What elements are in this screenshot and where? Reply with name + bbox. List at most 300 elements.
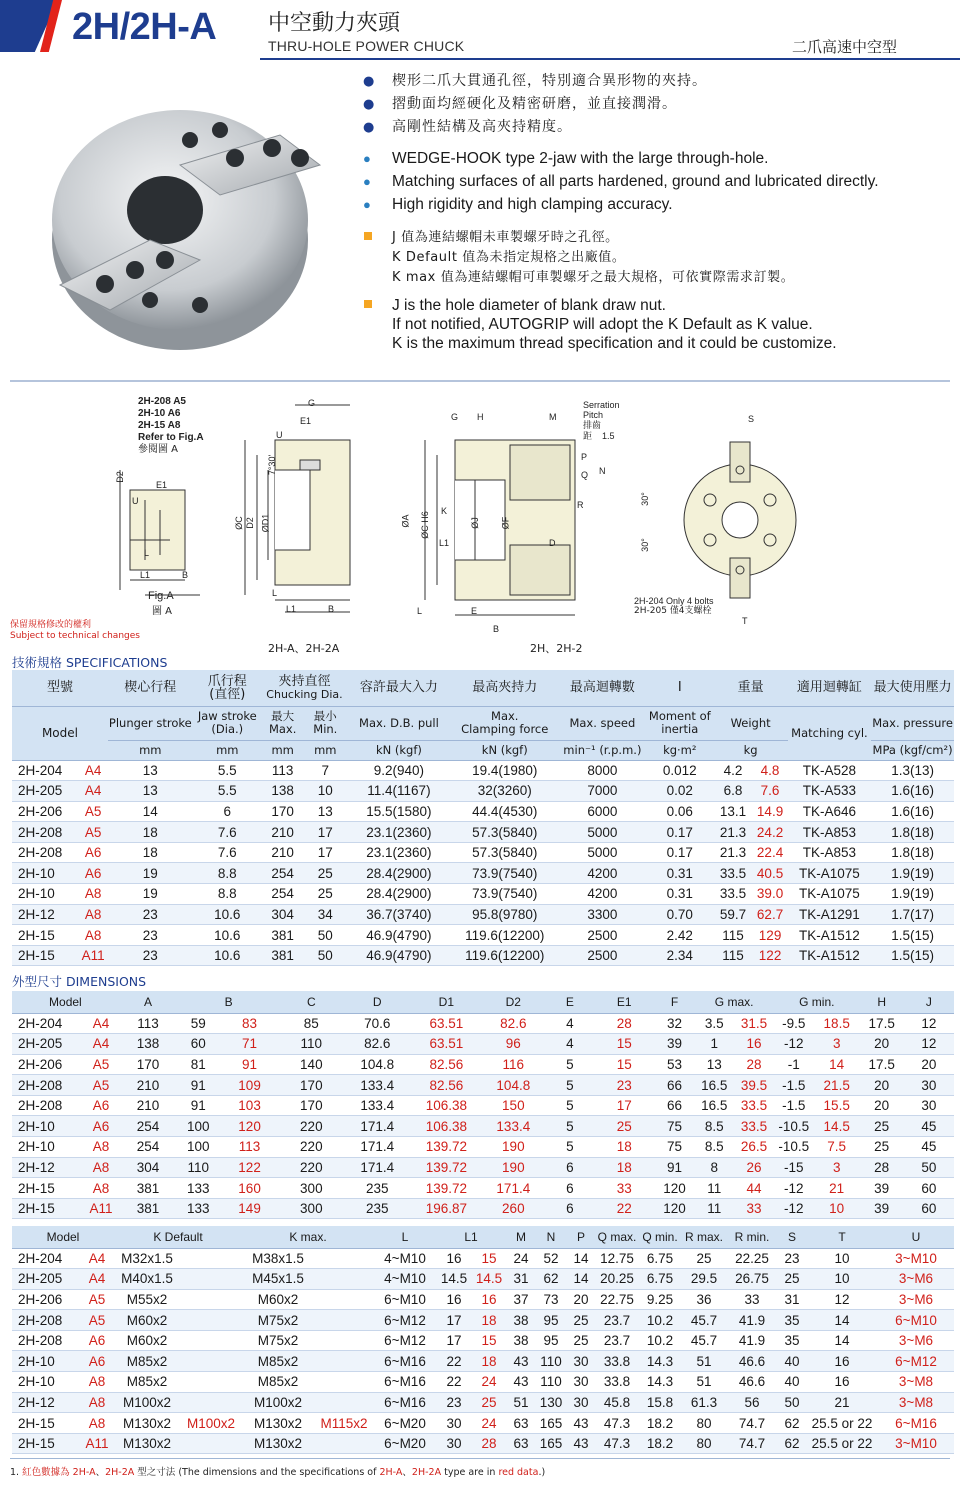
spec-col-inertia: Moment of inertia [646,706,714,740]
spec-col-max: 最大 Max. [262,706,304,740]
table-cell: 61.3 [682,1392,726,1413]
table-cell: 91 [655,1157,695,1178]
table-cell: 12 [904,1034,954,1055]
table-cell: 6.75 [638,1269,682,1290]
table-cell: 196.87 [412,1198,481,1219]
table-row [12,1372,954,1393]
table-cell: 57.3(5840) [451,822,559,843]
table-cell: 3~M8 [878,1372,954,1393]
table-cell: A6 [78,863,108,884]
table-cell: M85x2 [114,1372,180,1393]
table-cell: 119.6(12200) [451,925,559,946]
table-cell: 3 [814,1157,860,1178]
table-cell: 1.9(19) [871,884,954,905]
table-cell: 30 [436,1433,472,1454]
table-cell: 10.2 [638,1310,682,1331]
table-row [12,1413,954,1434]
table-cell: TK-A646 [788,801,871,822]
table-cell: 18 [594,1157,655,1178]
caption-2h-a: 2H-A、2H-2A [268,642,340,655]
table-cell: 3~M10 [878,1248,954,1269]
table-cell: 39.5 [734,1075,774,1096]
table-cell: 22.25 [726,1248,778,1269]
table-cell: 2H-205 [12,781,78,802]
table-cell: 25 [860,1116,904,1137]
table-cell: 2H-205 [12,1034,83,1055]
table-cell: 24 [472,1413,506,1434]
table-cell: 133 [177,1178,219,1199]
table-cell: 11.4(1167) [347,781,451,802]
table-cell: 381 [119,1178,178,1199]
table-cell: 30 [566,1392,596,1413]
table-cell: 3~M8 [878,1392,954,1413]
table-cell: 46.9(4790) [347,945,451,966]
table-cell: 1.3(13) [871,760,954,781]
table-cell: 17 [594,1095,655,1116]
table-cell: 4200 [559,863,646,884]
table-cell: 13.1 [714,801,753,822]
table-cell: M45x1.5 [242,1269,314,1290]
table-cell: 25 [304,863,348,884]
table-cell: M130x2 [114,1433,180,1454]
table-cell: 15.5(1580) [347,801,451,822]
table-cell: 14 [566,1269,596,1290]
table-cell: 220 [280,1137,343,1158]
table-cell: 95 [536,1310,566,1331]
table-cell: 254 [119,1116,178,1137]
table-cell: TK-A1291 [788,904,871,925]
table-cell: 4~M10 [374,1248,436,1269]
dim-title: 外型尺寸 DIMENSIONS [12,974,147,989]
table-cell: 18 [472,1351,506,1372]
table-cell: 24 [472,1372,506,1393]
table-cell: 2H-208 [12,1310,80,1331]
table-cell: M85x2 [242,1372,314,1393]
spec-table: 型號 楔心行程 爪行程 (直徑) 夾持直徑 Chucking Dia. 容許最大入力 最高夾持力 最高迴轉數 I 重量 適用迴轉缸 最大使用壓力 Model Plunger stroke Jaw stroke (Dia.) 最大 Max. 最小 Min. Max. D.B. pull Max. Clamping force Max. speed Moment of inertia Weight Matching cyl. Max. pressure mm mm mm mm kN (kgf) kN (kgf) min⁻¹ (r.p.m.) kg·m² kg MPa (kgf/cm²) 2H-204 A4 13 5.5 113 7 9.2(940) 19.4(1980) 8000 0.012 4.2 4.8 TK-A528 1.3(13) 2H-205 A4 13 5.5 138 10 11.4(1167) 32(3260) 7000 0.02 6.8 7.6 TK-A533 1.6(16) 2H-206 A5 14 6 170 13 15.5(1580) 44.4(4530) 6000 0.06 13.1 14.9 TK-A646 1.6(16) 2H-208 A5 18 7.6 210 17 23.1(2360) 57.3(5840) 5000 0.17 21.3 24.2 TK-A853 1.8(18) 2H-208 A6 18 7.6 210 17 23.1(2360) 57.3(5840) 5000 0.17 21.3 22.4 TK-A853 1.8(18) 2H-10 A6 19 8.8 254 25 28.4(2900) 73.9(7540) 4200 0.31 33.5 40.5 TK-A1075 1.9(19) 2H-10 A8 19 8.8 254 25 28.4(2900) 73.9(7540) 4200 0.31 33.5 39.0 TK-A1075 1.9(19) 2H-12 A8 23 10.6 304 34 36.7(3740) 95.8(9780) 3300 0.70 59.7 62.7 TK-A1291 1.7(17) 2H-15 A8 23 10.6 381 50 46.9(4790) 119.6(12200) 2500 2.42 115 129 TK-A1512 1.5(15) 2H-15 A11 23 10.6 381 50 46.9(4790) 119.6(12200) 2500 2.34 115 122 TK-A1512 1.5(15) [12,670,954,966]
table-cell: 120 [219,1116,280,1137]
table-cell: 30 [566,1351,596,1372]
table-cell: 1.5(15) [871,925,954,946]
table-cell: 381 [262,925,304,946]
table-cell: 45 [904,1137,954,1158]
table-cell: 7000 [559,781,646,802]
table-cell: 4.8 [752,760,787,781]
table-cell: 28.4(2900) [347,863,451,884]
table-cell: 51 [682,1351,726,1372]
table-cell: 33.5 [734,1095,774,1116]
table-cell: 35 [778,1310,806,1331]
table-cell: 23 [108,904,193,925]
subject-note: 保留規格修改的權利 Subject to technical changes [10,620,140,641]
table-cell: 25 [472,1392,506,1413]
table-cell: 16 [472,1289,506,1310]
table-cell: 24 [506,1248,536,1269]
table-cell: 254 [119,1137,178,1158]
table-row [12,1392,954,1413]
table-cell: 75 [655,1116,695,1137]
table-cell: 2H-206 [12,1289,80,1310]
table-cell: 28.4(2900) [347,884,451,905]
model-title: 2H/2H-A [72,6,217,48]
table-cell: 2.34 [646,945,714,966]
table-cell: M60x2 [114,1330,180,1351]
table-cell: M38x1.5 [242,1248,314,1269]
spec-col-speed-zh: 最高迴轉數 [559,670,646,706]
table-cell: M75x2 [242,1310,314,1331]
table-cell: 47.3 [596,1433,638,1454]
table-cell: 2500 [559,945,646,966]
table-cell: 26.5 [734,1137,774,1158]
table-cell: 14.5 [814,1116,860,1137]
table-cell: 300 [280,1198,343,1219]
chuck-photo [30,70,340,360]
table-cell: 28 [472,1433,506,1454]
table-cell: 0.02 [646,781,714,802]
front-view [680,430,800,610]
table-row [12,1198,954,1219]
table-cell: 2H-208 [12,822,78,843]
table-cell: 19 [108,884,193,905]
table-cell [314,1330,374,1351]
table-cell: 22 [436,1351,472,1372]
side-view-a [240,400,360,620]
dim2-table: Model K Default K max. L L1 M N P Q max. Q min. R max. R min. S T U 2H-204 A4 M32x1.5 M38x1.5 4~M10 16 15 24 52 14 12.75 6.75 25 22.25 23 10 3~M10 2H-205 A4 M40x1.5 M45x1.5 4~M10 14.5 14.5 31 62 14 20.25 6.75 29.5 26.75 25 10 3~M6 2H-206 A5 M55x2 M60x2 6~M10 16 16 37 73 20 22.75 9.25 36 33 31 12 3~M6 2H-208 A5 M60x2 M75x2 6~M12 17 18 38 95 25 23.7 10.2 45.7 41.9 35 14 6~M10 2H-208 A6 M60x2 M75x2 6~M12 17 15 38 95 25 23.7 10.2 45.7 41.9 35 14 3~M6 2H-10 A6 M85x2 M85x2 6~M16 22 18 43 110 30 33.8 14.3 51 46.6 40 16 6~M12 2H-10 A8 M85x2 M85x2 6~M16 22 24 43 110 30 33.8 14.3 51 46.6 40 16 3~M8 2H-12 A8 M100x2 M100x2 6~M16 23 25 51 130 30 45.8 15.8 61.3 56 50 21 3~M8 2H-15 A8 M130x2 M100x2 M130x2 M115x2 6~M20 30 24 63 165 43 47.3 18.2 80 74.7 62 25.5 or 22 6~M16 2H-15 A11 M130x2 M130x2 6~M20 30 28 63 165 43 47.3 18.2 80 74.7 62 25.5 or 22 3~M10 [12,1226,954,1454]
table-cell: 20 [860,1075,904,1096]
table-cell: TK-A1075 [788,863,871,884]
table-cell: 81 [177,1054,219,1075]
table-cell: 2H-10 [12,863,78,884]
table-cell: 85 [280,1013,343,1034]
table-cell: 13 [694,1054,734,1075]
table-cell [314,1289,374,1310]
bullet-icon: ● [363,97,376,112]
table-cell: M55x2 [114,1289,180,1310]
table-cell: 18 [594,1137,655,1158]
table-cell: 2H-206 [12,801,78,822]
table-cell [314,1351,374,1372]
table-cell: 6.8 [714,781,753,802]
table-cell: 14.3 [638,1351,682,1372]
table-cell: 62 [778,1413,806,1434]
table-cell: 50 [778,1392,806,1413]
table-row [12,1013,954,1034]
spec-title: 技術規格 SPECIFICATIONS [12,655,168,670]
table-cell: 33 [734,1198,774,1219]
table-cell: 33.5 [714,863,753,884]
table-cell: 170 [119,1054,178,1075]
table-cell: 47.3 [596,1413,638,1434]
table-cell: 260 [481,1198,546,1219]
table-cell: 2H-208 [12,1075,83,1096]
table-cell: 6000 [559,801,646,822]
table-cell: 15 [472,1330,506,1351]
table-cell: 210 [262,822,304,843]
table-cell: -10.5 [774,1116,814,1137]
table-cell: 3300 [559,904,646,925]
table-row [12,904,954,925]
table-cell: 1.5(15) [871,945,954,966]
table-cell: 2H-15 [12,1433,80,1454]
table-cell: 2H-10 [12,1137,83,1158]
table-cell: 6~M16 [878,1413,954,1434]
table-cell: 254 [262,863,304,884]
table-cell: -1 [774,1054,814,1075]
table-cell: 82.6 [481,1013,546,1034]
table-cell: 113 [262,760,304,781]
table-cell: 3 [814,1034,860,1055]
spec-col-model: Model [12,706,108,760]
title-zh: 中空動力夾頭 [268,11,401,36]
table-cell: 0.17 [646,842,714,863]
table-cell: 25 [594,1116,655,1137]
table-row [12,1178,954,1199]
table-cell: 304 [262,904,304,925]
table-cell: 120 [655,1198,695,1219]
table-cell: 22.4 [752,842,787,863]
table-cell: 74.7 [726,1433,778,1454]
table-cell: 17 [304,822,348,843]
table-row [12,1157,954,1178]
table-cell: 44 [734,1178,774,1199]
table-cell: 235 [343,1198,412,1219]
table-cell: 16 [436,1248,472,1269]
table-cell: 100 [177,1137,219,1158]
table-row [12,801,954,822]
table-cell: A5 [83,1054,119,1075]
table-cell: 23.7 [596,1330,638,1351]
table-cell: 39 [860,1178,904,1199]
table-cell: 43 [566,1433,596,1454]
table-cell: M60x2 [114,1310,180,1331]
table-cell: 80 [682,1433,726,1454]
table-cell: 14 [108,801,193,822]
table-row [12,945,954,966]
table-cell: 40.5 [752,863,787,884]
table-cell: 1.6(16) [871,781,954,802]
table-cell [314,1433,374,1454]
table-cell: 2H-15 [12,945,78,966]
table-cell: 171.4 [343,1157,412,1178]
feature-item: ● WEDGE-HOOK type 2-jaw with the large through-hole. [360,147,950,170]
through-hole [127,176,203,244]
table-cell: 7 [304,760,348,781]
bullet-icon: ● [363,151,371,166]
table-cell: 4.2 [714,760,753,781]
table-cell: M40x1.5 [114,1269,180,1290]
table-cell [180,1392,242,1413]
table-cell: 18.2 [638,1413,682,1434]
table-cell: 52 [536,1248,566,1269]
table-row [12,925,954,946]
table-cell: 16.5 [694,1095,734,1116]
table-cell: 19.4(1980) [451,760,559,781]
table-cell: 5 [546,1075,594,1096]
table-cell: 63.51 [412,1034,481,1055]
table-cell: M130x2 [114,1413,180,1434]
table-cell: 21 [806,1392,878,1413]
table-cell: 1.7(17) [871,904,954,925]
table-cell: 57.3(5840) [451,842,559,863]
table-cell: 82.56 [412,1054,481,1075]
table-cell: 15.8 [638,1392,682,1413]
table-cell: 23 [108,945,193,966]
square-bullet-icon [364,300,372,308]
table-cell [180,1289,242,1310]
table-cell: 21.3 [714,822,753,843]
spec-col-cyl-zh: 適用迴轉缸 [788,670,871,706]
section-divider [10,380,950,382]
table-cell [314,1372,374,1393]
table-cell: TK-A528 [788,760,871,781]
table-cell: 26.75 [726,1269,778,1290]
table-cell: 43 [506,1372,536,1393]
table-cell: A11 [80,1433,114,1454]
table-cell: 11 [694,1178,734,1199]
table-cell: 7.5 [814,1137,860,1158]
table-cell: 82.6 [343,1034,412,1055]
table-cell: A8 [78,904,108,925]
table-cell: A5 [80,1310,114,1331]
table-cell: 113 [119,1013,178,1034]
table-cell: 5000 [559,822,646,843]
table-cell: 8.5 [694,1137,734,1158]
table-cell: M32x1.5 [114,1248,180,1269]
table-cell: 171.4 [343,1116,412,1137]
bullet-icon: ● [363,74,376,89]
spec-col-plunger: Plunger stroke [108,706,193,740]
table-cell: 220 [280,1157,343,1178]
table-cell: 21 [814,1178,860,1199]
table-cell: 71 [219,1034,280,1055]
table-cell: 41.9 [726,1330,778,1351]
footnote-rule [10,1458,950,1459]
table-cell: 28 [594,1013,655,1034]
table-row [12,863,954,884]
table-cell: 3~M6 [878,1289,954,1310]
table-cell: 116 [481,1054,546,1075]
table-cell: 46.6 [726,1372,778,1393]
table-row [12,1137,954,1158]
table-cell: 110 [536,1351,566,1372]
table-cell: 23.1(2360) [347,822,451,843]
table-cell: 39 [860,1198,904,1219]
table-cell: 23.7 [596,1310,638,1331]
table-cell: 73.9(7540) [451,863,559,884]
table-cell: A5 [78,822,108,843]
table-cell: 32 [655,1013,695,1034]
category-label: 二爪高速中空型 [792,38,898,56]
table-cell: 80 [682,1413,726,1434]
spec-col-cyl: Matching cyl. [788,706,871,760]
feature-list-en [360,147,950,216]
table-cell: 2H-204 [12,760,78,781]
table-cell: 6 [546,1178,594,1199]
table-cell: 0.06 [646,801,714,822]
table-cell: 6~M10 [374,1289,436,1310]
table-cell: 106.38 [412,1095,481,1116]
table-cell: 2H-15 [12,1178,83,1199]
table-cell: 60 [904,1198,954,1219]
table-cell: 24.2 [752,822,787,843]
table-cell: -12 [774,1178,814,1199]
table-cell: 45.7 [682,1310,726,1331]
table-cell: 165 [536,1413,566,1434]
table-cell: 2H-12 [12,1157,83,1178]
table-cell: 6 [546,1198,594,1219]
table-row [12,1269,954,1290]
refer-block: 2H-208 A5 2H-10 A6 2H-15 A8 Refer to Fig.A 參閱圖 A [138,396,204,455]
table-cell: 160 [219,1178,280,1199]
table-cell: 46.6 [726,1351,778,1372]
table-cell: 1 [694,1034,734,1055]
table-cell: 13 [108,781,193,802]
table-cell: 12.75 [596,1248,638,1269]
spec-col-pull: Max. D.B. pull [347,706,451,740]
table-cell: 139.72 [412,1137,481,1158]
table-cell: A8 [80,1372,114,1393]
table-cell: 5.5 [193,760,262,781]
table-cell: 8 [694,1157,734,1178]
spec-table-body [12,760,954,966]
table-cell: 41.9 [726,1310,778,1331]
table-cell: 25 [304,884,348,905]
table-cell: 140 [280,1054,343,1075]
table-cell: 53 [655,1054,695,1075]
table-cell: 36 [682,1289,726,1310]
table-cell: 6~M16 [374,1351,436,1372]
table-cell: A11 [83,1198,119,1219]
table-cell: 6~M20 [374,1413,436,1434]
table-cell: 51 [682,1372,726,1393]
table-cell: 6.75 [638,1248,682,1269]
table-cell: TK-A1512 [788,925,871,946]
table-cell: 8000 [559,760,646,781]
spec-col-pull-zh: 容許最大入力 [347,670,451,706]
table-cell: 5 [546,1116,594,1137]
table-cell: 0.31 [646,863,714,884]
table-cell: 1.8(18) [871,842,954,863]
table-cell: 20.25 [596,1269,638,1290]
table-cell: 8.8 [193,863,262,884]
table-cell: 110 [280,1034,343,1055]
bullet-icon: ● [363,197,371,212]
table-cell: 22 [436,1372,472,1393]
table-cell: M75x2 [242,1330,314,1351]
table-cell: 20 [566,1289,596,1310]
table-cell [180,1310,242,1331]
table-cell: 5 [546,1137,594,1158]
table-cell: 150 [481,1095,546,1116]
table-cell: 59 [177,1013,219,1034]
table-cell: 3~M10 [878,1433,954,1454]
table-cell: 6~M10 [878,1310,954,1331]
table-cell: 16 [436,1289,472,1310]
table-row [12,1095,954,1116]
table-cell: 62 [778,1433,806,1454]
table-cell: 15.5 [814,1095,860,1116]
table-cell: 210 [119,1075,178,1096]
note-en: J is the hole diameter of blank draw nut. If not notified, AUTOGRIP will adopt the K Default as K value. K is the maximum thread specification and it could be customize. [360,296,950,353]
table-cell: 12 [904,1013,954,1034]
table-cell: 103 [219,1095,280,1116]
table-cell: 82.56 [412,1075,481,1096]
table-cell: 62 [536,1269,566,1290]
table-cell: 30 [436,1413,472,1434]
table-cell: 190 [481,1157,546,1178]
table-cell: 170 [280,1075,343,1096]
spec-col-pressure: Max. pressure [871,706,954,740]
table-cell: 31 [778,1289,806,1310]
